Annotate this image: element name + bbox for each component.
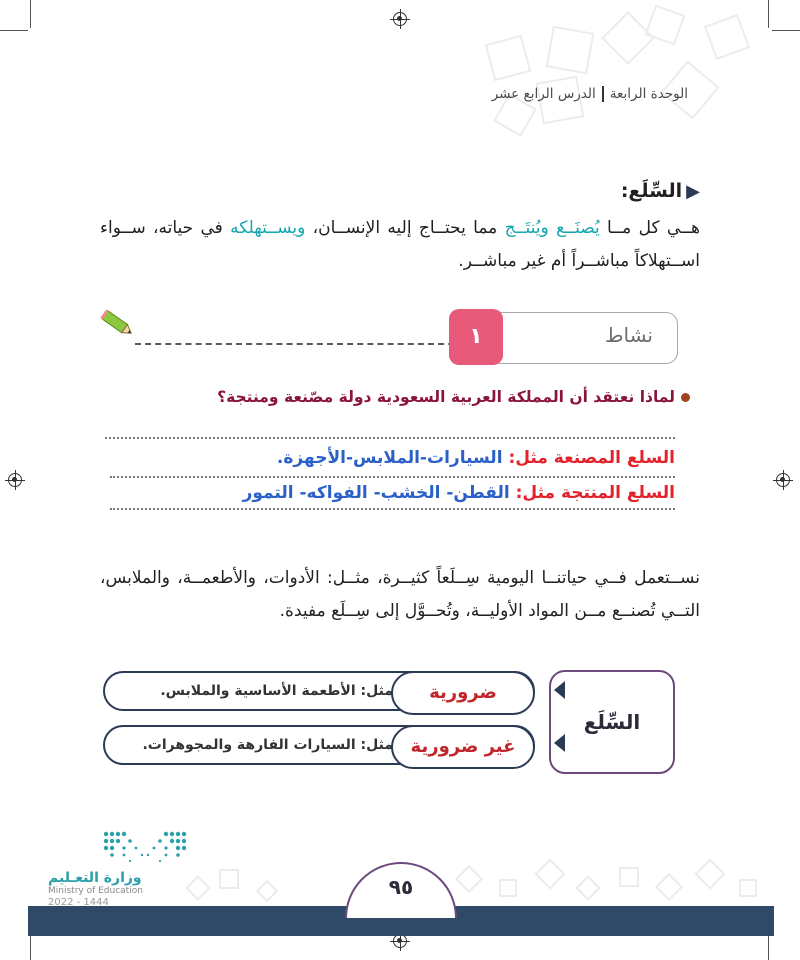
lesson-label: الدرس الرابع عشر [491,86,596,102]
section-title [400,180,700,202]
item-example: مثل: السيارات الفارهة والمجوهرات. [142,737,393,753]
item-name: غير ضرورية [391,725,535,769]
arrow-icon [554,734,565,752]
footer-pattern [180,850,770,906]
crop-mark [30,932,31,960]
section-title-text: السِّلَع: [620,180,683,202]
answer-line [110,476,675,478]
bullet-icon [681,393,690,402]
definition-paragraph: هــي كل مــا يُصنَــع ويُنتَــج مما يحتــاج إليه الإنســان، ويســتهلكه في حياته، ســواء اســتهلاكاً مباشــراً أم غير مباشــر. [100,218,700,271]
crop-mark [768,932,769,960]
item-example: مثل: الأطعمة الأساسية والملابس. [160,683,393,699]
pointer-icon: ▶ [686,181,700,202]
answer-line [110,508,675,510]
registration-mark-icon [393,934,407,948]
unit-label: الوحدة الرابعة [609,86,688,102]
page-number: ٩٥ [345,862,457,918]
arrow-icon [554,681,565,699]
diagram-item-nonessential [103,725,535,765]
activity-number: ١ [449,309,503,365]
ministry-name-ar: وزارة التعـليم [48,870,142,886]
activity-badge [456,312,678,364]
answer-manufactured: السلع المصنعة مثل: السيارات-الملابس-الأجهزة. [276,448,675,468]
item-name: ضرورية [391,671,535,715]
crop-mark [30,0,31,28]
crop-mark [772,30,800,31]
ministry-name-en: Ministry of Education [48,886,143,896]
page-header [268,86,688,102]
registration-mark-icon [776,473,790,487]
diagram-root: السِّلَع [549,670,675,774]
diagram-item-essential [103,671,535,711]
registration-mark-icon [393,12,407,26]
header-separator [602,86,604,102]
registration-mark-icon [8,473,22,487]
answer-line [105,437,675,439]
highlight-consume: ويســتهلكه [230,218,306,238]
activity-question: لماذا نعتقد أن المملكة العربية السعودية دولة مصّنعة ومنتجة؟ [70,388,690,406]
answer-produced: السلع المنتجة مثل: القطن- الخشب- الفواكه- التمور [242,483,675,503]
decorative-pattern [470,0,770,150]
edition-year: 2022 - 1444 [48,897,109,908]
crop-mark [0,30,28,31]
ministry-logo [48,832,198,908]
activity-label: نشاط [605,323,653,347]
pencil-icon [100,308,136,340]
highlight-made-produced: يُصنَــع ويُنتَــج [504,218,600,238]
body-paragraph: نســتعمل فــي حياتنــا اليومية سِــلَعاً كثيــرة، مثــل: الأدوات، والأطعمــة، والملابس، التــي تُصنــع مــن المواد الأوليــة، وتُحــوَّل إلى سِــلَع مفيدة. [100,568,700,621]
